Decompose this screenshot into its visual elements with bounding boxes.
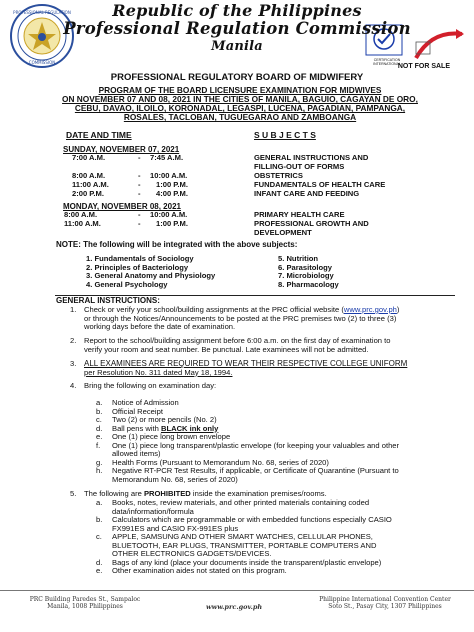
end-time: 4:00 P.M.: [156, 189, 188, 198]
item-text: Books, notes, review materials, and other printed materials containing coded: [112, 498, 370, 507]
subject: INFANT CARE AND FEEDING: [254, 189, 360, 198]
integrated-subject: 4. General Psychology: [86, 279, 168, 289]
footer-website-link[interactable]: www.prc.gov.ph: [206, 603, 263, 611]
footer-divider: [0, 590, 474, 591]
item-text: BLUETOOTH, EAR PLUGS, TRANSMITTER, PORTABLE COMPUTERS AND: [112, 540, 377, 550]
program-title-line: ROSALES, TACLOBAN, TUGUEGARAO AND ZAMBOANGA: [123, 112, 357, 122]
uniform-requirement: ALL EXAMINEES ARE REQUIRED TO WEAR THEIR RESPECTIVE COLLEGE UNIFORM: [84, 359, 408, 368]
prc-website-link[interactable]: www.prc.gov.ph: [343, 305, 397, 314]
footer-line: PRC Building Paredes St., Sampaloc: [29, 596, 141, 603]
general-instructions-heading: GENERAL INSTRUCTIONS:: [56, 296, 160, 305]
black-ink-emphasis: BLACK ink only: [160, 423, 219, 433]
instruction-text: verify your room and seat number. Be punctual. Late examinees will not be admitted.: [84, 344, 369, 354]
schedule-row: [64, 229, 454, 238]
item-text: Two (2) or more pencils (No. 2): [112, 415, 217, 424]
footer-line: Manila, 1008 Philippines: [47, 603, 123, 610]
subject: PRIMARY HEALTH CARE: [254, 210, 345, 219]
cert-label: CERTIFICATION INTERNATIONAL: [373, 58, 401, 66]
subject: FUNDAMENTALS OF HEALTH CARE: [254, 180, 386, 189]
footer-line: Philippine International Convention Center: [319, 596, 451, 603]
instruction-text: inside the examination premises/rooms.: [190, 489, 327, 498]
integrated-subject: 7. Microbiology: [278, 271, 334, 280]
start-time: 11:00 A.M.: [72, 180, 109, 189]
day-heading: SUNDAY, NOVEMBER 07, 2021: [63, 145, 180, 154]
integration-note: NOTE: The following will be integrated with the above subjects:: [56, 240, 298, 249]
item-letter: a.: [96, 398, 103, 407]
subjects-column-heading: S U B J E C T S: [254, 130, 316, 140]
time-dash: -: [138, 153, 141, 162]
header-republic: Republic of the Philippines: [112, 1, 362, 20]
program-title-line: CEBU, DAVAO, ILOILO, KORONADAL, LEGASPI, LUCENA, PAGADIAN, PAMPANGA,: [74, 103, 406, 113]
svg-text:PROFESSIONAL REGULATION: PROFESSIONAL REGULATION: [13, 10, 71, 15]
instruction-text: Bring the following on examination day:: [84, 381, 217, 390]
item-text: allowed items): [112, 449, 161, 458]
instruction-1: [84, 306, 464, 332]
start-time: 8:00 A.M.: [72, 171, 106, 180]
integrated-subject: 8. Pharmacology: [278, 279, 339, 289]
list-item: [96, 567, 466, 576]
item-text: Ball pens with: [112, 423, 161, 433]
item-text: OTHER ELECTRONICS GADGETS/DEVICES.: [112, 549, 272, 558]
start-time: 11:00 A.M.: [64, 219, 101, 228]
time-dash: -: [138, 180, 141, 189]
integrated-subjects-right: [278, 255, 339, 289]
svg-text:COMMISSION: COMMISSION: [28, 60, 56, 65]
subject: GENERAL INSTRUCTIONS AND: [254, 153, 369, 162]
item-text: Other examination aides not stated on this program.: [112, 566, 287, 575]
instruction-number: 2.: [70, 336, 77, 345]
end-time: 7:45 A.M.: [150, 153, 184, 162]
header-city: Manila: [211, 39, 263, 54]
integrated-subject: 5. Nutrition: [278, 254, 319, 263]
end-time: 10:00 A.M.: [150, 210, 188, 219]
start-time: 2:00 P.M.: [72, 189, 104, 198]
board-title: PROFESSIONAL REGULATORY BOARD OF MIDWIFERY: [110, 72, 364, 83]
subject: FILLING-OUT OF FORMS: [254, 162, 345, 171]
bring-list: [96, 399, 466, 484]
item-text: FX991ES and CASIO FX-991ES plus: [112, 523, 239, 533]
item-text: Calculators which are programmable or with embedded functions especially CASIO: [112, 515, 392, 524]
item-letter: b.: [96, 406, 103, 416]
schedule-row: [72, 190, 452, 199]
subject: OBSTETRICS: [254, 171, 303, 180]
instruction-text: The following are: [84, 489, 144, 498]
header-commission: Professional Regulation Commission: [63, 19, 411, 38]
item-letter: d.: [96, 557, 103, 567]
item-text: Memorandum No. 68, series of 2020): [112, 474, 238, 484]
instruction-number: 3.: [70, 359, 77, 368]
time-dash: -: [138, 171, 141, 180]
instruction-3: [84, 360, 464, 377]
program-title: [40, 86, 440, 122]
date-time-column-heading: DATE AND TIME: [66, 130, 132, 140]
item-letter: g.: [96, 457, 103, 467]
uniform-resolution: per Resolution No. 311 dated May 18, 1994.: [84, 367, 233, 377]
not-for-sale-label: NOT FOR SALE: [397, 63, 450, 70]
subject: DEVELOPMENT: [254, 228, 312, 237]
item-text: Bags of any kind (place your documents inside the transparent/plastic envelope): [112, 557, 382, 567]
footer-address-left: [10, 596, 160, 610]
schedule-day-1: [72, 154, 452, 199]
instruction-number: 1.: [70, 305, 77, 314]
prohibited-emphasis: PROHIBITED: [143, 489, 191, 498]
integrated-subject: 2. Principles of Bacteriology: [86, 262, 189, 272]
end-time: 1:00 P.M.: [156, 180, 188, 189]
item-text: APPLE, SAMSUNG AND OTHER SMART WATCHES, CELLULAR PHONES,: [112, 532, 373, 541]
time-dash: -: [138, 189, 141, 198]
time-dash: -: [138, 219, 141, 228]
item-letter: b.: [96, 515, 103, 524]
item-letter: h.: [96, 466, 103, 475]
item-letter: e.: [96, 432, 103, 441]
instruction-text: Check or verify your school/building assignments at the PRC official website (: [84, 305, 344, 314]
prohibited-list: [96, 499, 466, 576]
item-text: data/information/formula: [112, 506, 194, 516]
day-heading: MONDAY, NOVEMBER 08, 2021: [63, 202, 181, 211]
instruction-2: [84, 337, 464, 354]
start-time: 8:00 A.M.: [64, 210, 98, 219]
integrated-subject: 3. General Anatomy and Physiology: [86, 271, 216, 280]
item-text: Official Receipt: [112, 406, 163, 416]
instruction-text: Report to the school/building assignment before 6:00 a.m. on the first day of examination to: [84, 336, 391, 345]
instruction-text: working days before the date of examination.: [84, 322, 236, 331]
integrated-subject: 1. Fundamentals of Sociology: [86, 254, 194, 263]
time-dash: -: [138, 210, 141, 219]
schedule-day-2: [64, 211, 454, 238]
integrated-subject: 6. Parasitology: [278, 262, 333, 272]
end-time: 1:00 P.M.: [156, 219, 188, 228]
item-letter: e.: [96, 566, 103, 575]
program-title-line: ON NOVEMBER 07 AND 08, 2021 IN THE CITIES OF MANILA, BAGUIO, CAGAYAN DE ORO,: [62, 94, 418, 104]
instruction-number: 5.: [70, 489, 77, 498]
footer-line: Soto St., Pasay City, 1307 Philippines: [328, 603, 442, 610]
program-title-line: PROGRAM OF THE BOARD LICENSURE EXAMINATION FOR MIDWIVES: [98, 85, 382, 95]
instruction-text: or through the Notices/Announcements to be posted at the PRC premises two (2) to three (3): [84, 313, 397, 323]
item-letter: c.: [96, 532, 102, 541]
item-letter: f.: [96, 440, 101, 450]
integrated-subjects-left: [86, 255, 215, 289]
subject: PROFESSIONAL GROWTH AND: [254, 219, 369, 228]
end-time: 10:00 A.M.: [150, 171, 188, 180]
item-letter: c.: [96, 415, 102, 424]
item-text: One (1) piece long brown envelope: [112, 432, 231, 441]
item-letter: d.: [96, 423, 103, 433]
start-time: 7:00 A.M.: [72, 153, 106, 162]
instruction-number: 4.: [70, 381, 77, 390]
footer-address-right: [300, 596, 470, 610]
item-text: One (1) piece long transparent/plastic envelope (for keeping your valuables and other: [112, 440, 400, 450]
item-text: Negative RT-PCR Test Results, if applicable, or Certificate of Quarantine (Pursuant to: [112, 466, 399, 475]
item-text: Health Forms (Pursuant to Memorandum No. 68, series of 2020): [112, 457, 329, 467]
item-letter: a.: [96, 498, 103, 507]
item-text: Notice of Admission: [112, 398, 179, 407]
list-item: [96, 476, 466, 485]
instruction-text: ): [396, 305, 400, 314]
